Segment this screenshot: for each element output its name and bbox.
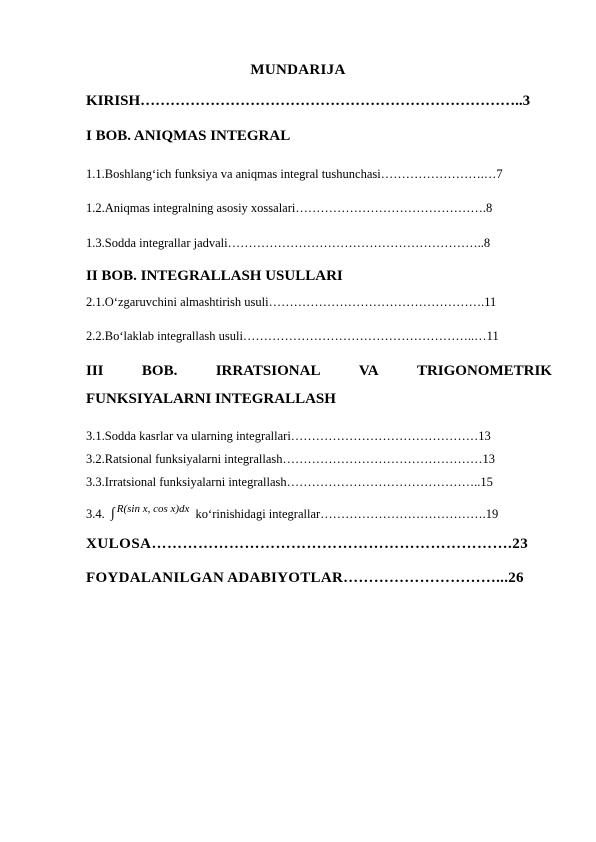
toc-entry-3-2: 3.2.Ratsional funksiyalarni integrallash…………………………………………13 <box>86 452 495 466</box>
toc-entry-3-4-label: ko‘rinishidagi integrallar………………………………….19 <box>195 507 499 521</box>
integral-expression: R(sin x, cos x)dx <box>116 503 190 515</box>
chapter-3-word: BOB. <box>141 363 178 379</box>
toc-entry-2-2: 2.2.Bo‘laklab integrallash usuli………………………………………………..…11 <box>86 329 499 343</box>
integral-sign: ∫ <box>110 506 115 521</box>
toc-entry-3-1: 3.1.Sodda kasrlar va ularning integrallari………………………………………13 <box>86 429 491 443</box>
toc-entry-2-1: 2.1.O‘zgaruvchini almashtirish usuli…………………………………………….11 <box>86 295 497 309</box>
chapter-1-heading: I BOB. ANIQMAS INTEGRAL <box>86 128 291 144</box>
chapter-3-word: III <box>86 363 104 379</box>
toc-entry-1-1: 1.1.Boshlang‘ich funksiya va aniqmas integral tushunchasi…………………….…7 <box>86 167 503 181</box>
toc-entry-xulosa: XULOSA…………………………………………………………….23 <box>86 536 529 552</box>
chapter-3-heading <box>86 363 552 380</box>
toc-entry-3-4 <box>86 503 499 523</box>
toc-entry-adabiyotlar: FOYDALANILGAN ADABIYOTLAR…………………………...26 <box>86 570 524 586</box>
chapter-3-word: IRRATSIONAL <box>215 363 321 379</box>
chapter-3-heading-line2: FUNKSIYALARNI INTEGRALLASH <box>86 391 336 407</box>
toc-entry-1-2: 1.2.Aniqmas integralning asosiy xossalari……………………………………….8 <box>86 201 493 215</box>
chapter-3-word: VA <box>358 363 379 379</box>
toc-entry-3-4-number: 3.4. <box>86 507 105 521</box>
toc-entry-3-3: 3.3.Irratsional funksiyalarni integrallash………………………………………..15 <box>86 475 493 489</box>
integral-formula <box>110 503 190 521</box>
toc-entry-1-3: 1.3.Sodda integrallar jadvali……………………………………………………..8 <box>86 236 491 250</box>
page-title: MUNDARIJA <box>250 62 346 78</box>
toc-entry-kirish: KIRISH…………………………………………………………………..3 <box>86 93 531 109</box>
chapter-2-heading: II BOB. INTEGRALLASH USULLARI <box>86 268 343 284</box>
chapter-3-word: TRIGONOMETRIK <box>416 363 552 379</box>
